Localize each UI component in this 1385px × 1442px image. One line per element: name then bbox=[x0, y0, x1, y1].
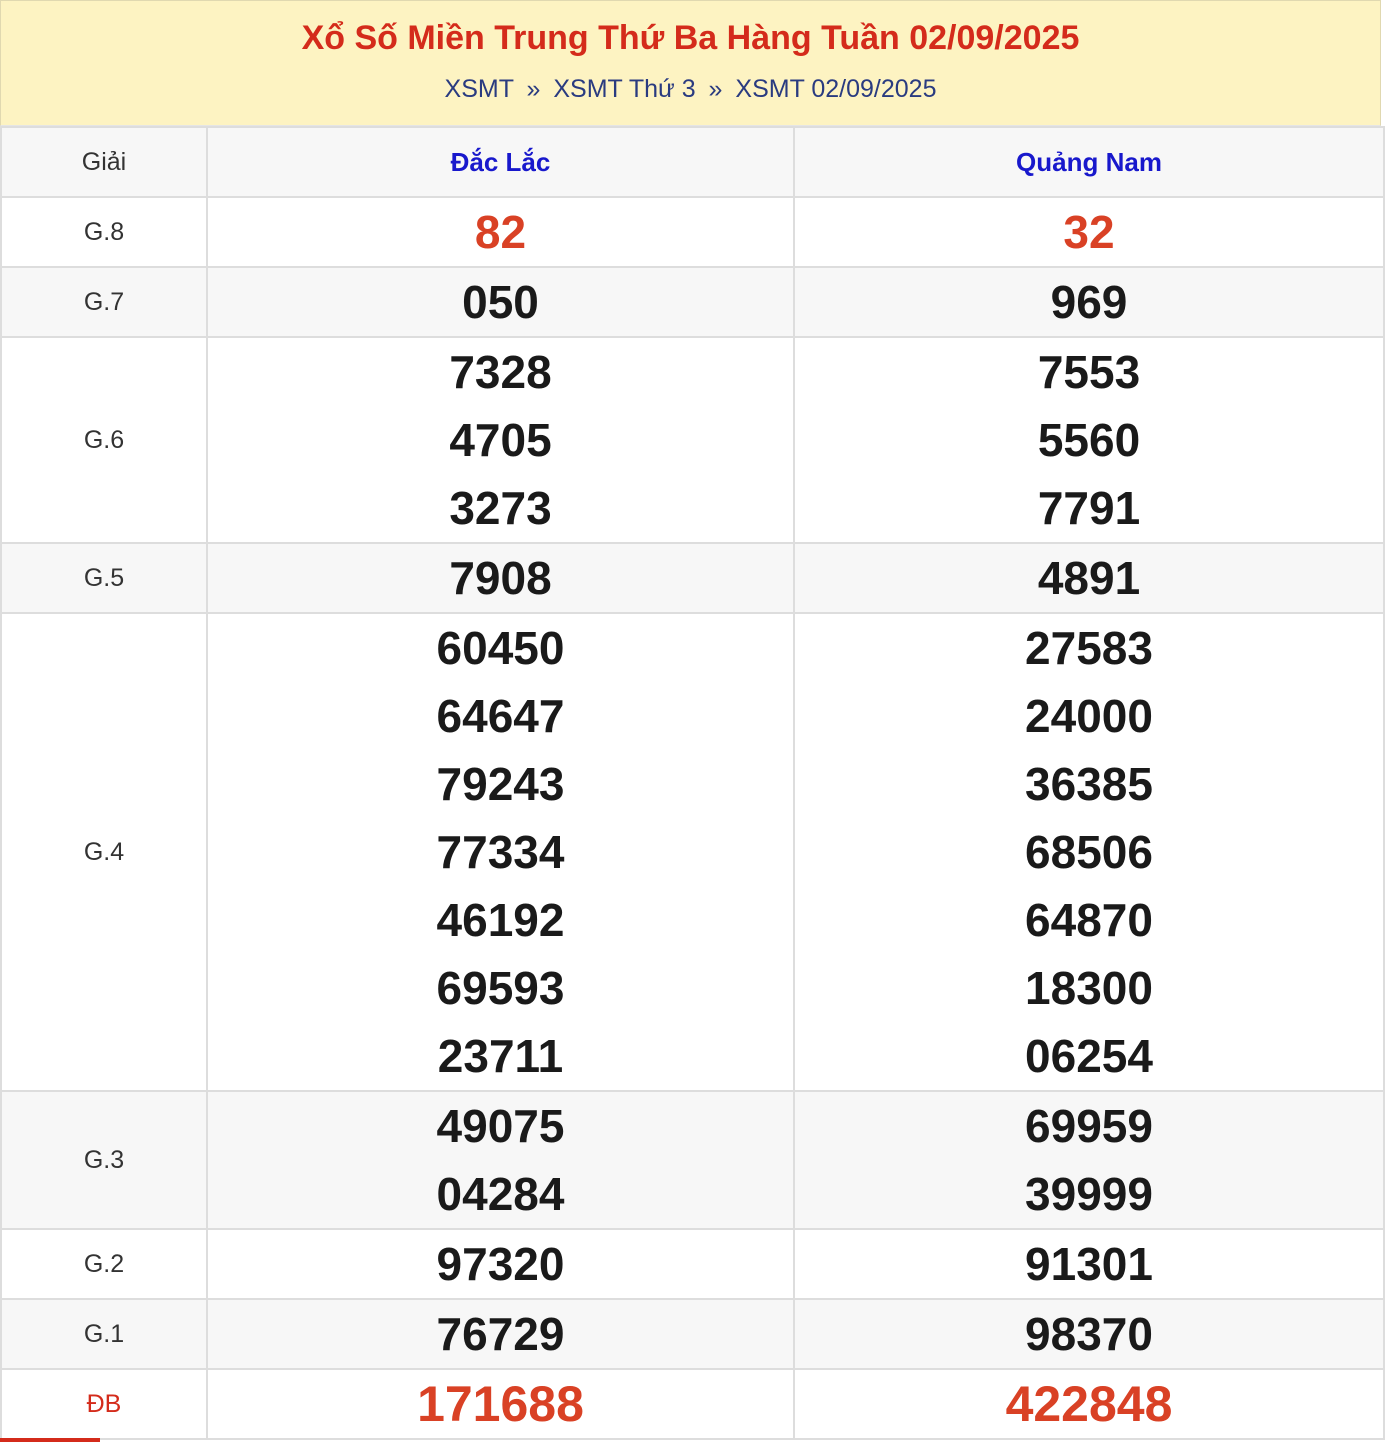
lottery-number: 91301 bbox=[1025, 1238, 1153, 1290]
numbers-quang-nam bbox=[794, 1091, 1384, 1229]
lottery-number: 3273 bbox=[449, 482, 552, 534]
numbers-dac-lac bbox=[207, 337, 794, 543]
breadcrumb bbox=[1, 75, 1380, 104]
lottery-number: 04284 bbox=[436, 1168, 565, 1220]
column-header-dac-lac[interactable]: Đắc Lắc bbox=[207, 127, 794, 197]
breadcrumb-link-xsmt-thu-3[interactable]: XSMT Thứ 3 bbox=[553, 75, 696, 103]
column-header-prize: Giải bbox=[1, 127, 207, 197]
lottery-number: 68506 bbox=[1025, 826, 1153, 878]
numbers-quang-nam bbox=[794, 1369, 1384, 1439]
table-row bbox=[1, 197, 1384, 267]
table-row bbox=[1, 613, 1384, 1091]
breadcrumb-link-xsmt[interactable]: XSMT bbox=[444, 75, 514, 103]
lottery-number: 050 bbox=[462, 276, 539, 328]
numbers-dac-lac bbox=[207, 1369, 794, 1439]
lottery-number: 422848 bbox=[1005, 1376, 1173, 1432]
lottery-number: 39999 bbox=[1025, 1168, 1153, 1220]
lottery-number: 97320 bbox=[436, 1238, 565, 1290]
table-row bbox=[1, 1091, 1384, 1229]
lottery-number: 06254 bbox=[1025, 1030, 1153, 1082]
lottery-number: 18300 bbox=[1025, 962, 1153, 1014]
prize-label: ĐB bbox=[1, 1369, 207, 1439]
table-row bbox=[1, 543, 1384, 613]
lottery-number: 46192 bbox=[436, 894, 565, 946]
column-header-quang-nam[interactable]: Quảng Nam bbox=[794, 127, 1384, 197]
lottery-number: 49075 bbox=[436, 1100, 565, 1152]
prize-label: G.4 bbox=[1, 613, 207, 1091]
numbers-quang-nam bbox=[794, 197, 1384, 267]
numbers-quang-nam bbox=[794, 543, 1384, 613]
numbers-quang-nam bbox=[794, 337, 1384, 543]
results-table bbox=[0, 126, 1385, 1440]
lottery-number: 76729 bbox=[436, 1308, 565, 1360]
breadcrumb-separator: » bbox=[526, 75, 541, 103]
lottery-number: 4705 bbox=[449, 414, 552, 466]
numbers-dac-lac bbox=[207, 1091, 794, 1229]
numbers-dac-lac bbox=[207, 613, 794, 1091]
lottery-number: 171688 bbox=[417, 1376, 584, 1432]
lottery-number: 64870 bbox=[1025, 894, 1153, 946]
lottery-number: 32 bbox=[1063, 206, 1115, 258]
table-row bbox=[1, 1229, 1384, 1299]
prize-label: G.3 bbox=[1, 1091, 207, 1229]
numbers-dac-lac bbox=[207, 267, 794, 337]
lottery-number: 7553 bbox=[1037, 346, 1141, 398]
prize-label: G.2 bbox=[1, 1229, 207, 1299]
numbers-quang-nam bbox=[794, 267, 1384, 337]
lottery-number: 5560 bbox=[1037, 414, 1141, 466]
numbers-quang-nam bbox=[794, 613, 1384, 1091]
numbers-dac-lac bbox=[207, 1299, 794, 1369]
table-row bbox=[1, 1299, 1384, 1369]
prize-label: G.8 bbox=[1, 197, 207, 267]
lottery-number: 79243 bbox=[436, 758, 565, 810]
accent-strip bbox=[0, 1438, 100, 1442]
numbers-dac-lac bbox=[207, 197, 794, 267]
lottery-number: 969 bbox=[1050, 276, 1128, 328]
numbers-dac-lac bbox=[207, 543, 794, 613]
lottery-number: 36385 bbox=[1025, 758, 1153, 810]
page-title: Xổ Số Miền Trung Thứ Ba Hàng Tuần 02/09/2025 bbox=[301, 19, 1080, 57]
lottery-number: 82 bbox=[474, 206, 527, 258]
lottery-number: 4891 bbox=[1037, 552, 1141, 604]
numbers-quang-nam bbox=[794, 1229, 1384, 1299]
lottery-number: 77334 bbox=[436, 826, 565, 878]
breadcrumb-separator: » bbox=[708, 75, 723, 103]
table-row bbox=[1, 267, 1384, 337]
lottery-number: 64647 bbox=[436, 690, 565, 742]
table-row bbox=[1, 337, 1384, 543]
lottery-number: 98370 bbox=[1025, 1308, 1153, 1360]
results-body bbox=[1, 197, 1384, 1439]
lottery-number: 60450 bbox=[436, 622, 565, 674]
lottery-number: 7908 bbox=[449, 552, 552, 604]
prize-label: G.1 bbox=[1, 1299, 207, 1369]
lottery-number: 69959 bbox=[1025, 1100, 1153, 1152]
numbers-quang-nam bbox=[794, 1299, 1384, 1369]
lottery-number: 27583 bbox=[1025, 622, 1153, 674]
numbers-dac-lac bbox=[207, 1229, 794, 1299]
table-row bbox=[1, 1369, 1384, 1439]
results-header bbox=[0, 0, 1381, 126]
prize-label: G.6 bbox=[1, 337, 207, 543]
lottery-number: 23711 bbox=[437, 1030, 564, 1082]
lottery-number: 24000 bbox=[1025, 690, 1153, 742]
prize-label: G.7 bbox=[1, 267, 207, 337]
breadcrumb-link-xsmt-date[interactable]: XSMT 02/09/2025 bbox=[735, 75, 937, 103]
prize-label: G.5 bbox=[1, 543, 207, 613]
lottery-number: 69593 bbox=[436, 962, 565, 1014]
lottery-number: 7328 bbox=[449, 346, 552, 398]
lottery-number: 7791 bbox=[1037, 482, 1141, 534]
